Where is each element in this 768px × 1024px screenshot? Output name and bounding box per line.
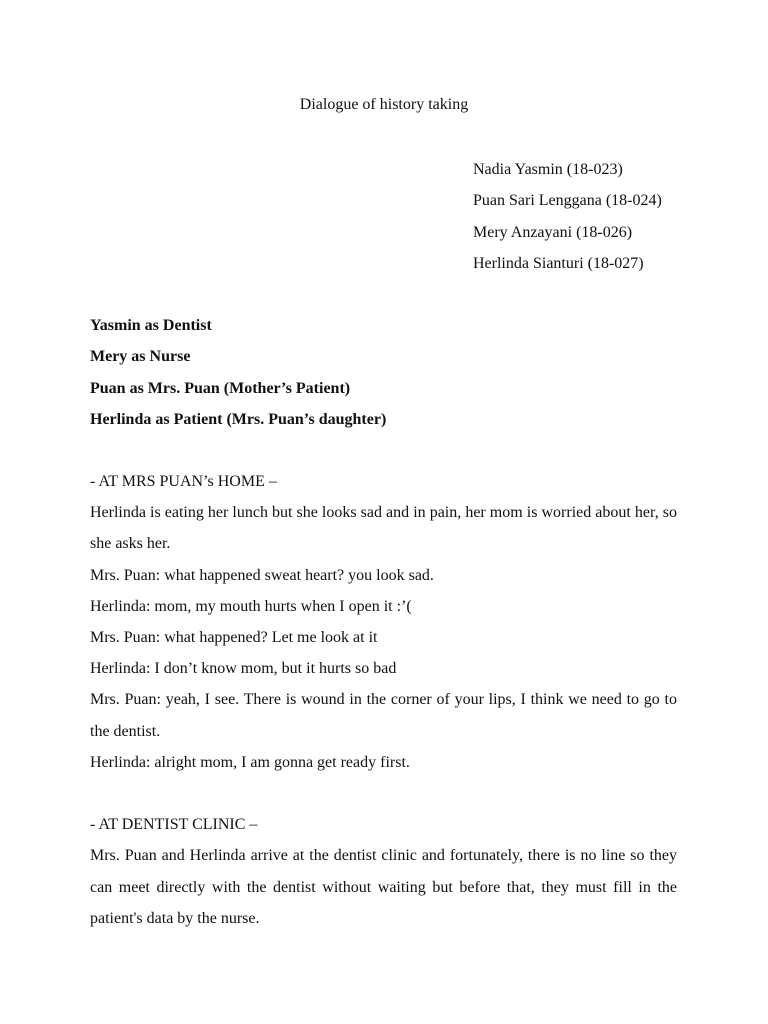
dialogue-line: Herlinda: I don’t know mom, but it hurts so bad [90,660,397,678]
author-3: Mery Anzayani (18-026) [473,223,633,241]
role-list [90,310,690,435]
dialogue-line: Herlinda: mom, my mouth hurts when I open it :’( [90,597,412,615]
role-mother: Puan as Mrs. Puan (Mother’s Patient) [90,379,351,397]
role-patient: Herlinda as Patient (Mrs. Puan’s daughter) [90,410,387,428]
document-title: Dialogue of history taking [299,96,469,113]
scene-heading-clinic: - AT DENTIST CLINIC – [90,816,258,834]
scene-narration-home: Herlinda is eating her lunch but she looks sad and in pain, her mom is worried about her, so she asks her. [90,504,677,553]
scene-heading-home: - AT MRS PUAN’s HOME – [90,473,277,490]
role-nurse: Mery as Nurse [90,348,191,366]
author-1: Nadia Yasmin (18-023) [473,161,623,178]
dialogue-line: Mrs. Puan: what happened sweat heart? you look sad. [90,566,434,584]
role-dentist: Yasmin as Dentist [90,317,212,334]
dialogue-line: Herlinda: alright mom, I am gonna get ready first. [90,753,410,771]
author-4: Herlinda Sianturi (18-027) [473,254,644,272]
scene-narration-clinic: Mrs. Puan and Herlinda arrive at the dentist clinic and fortunately, there is no line so they can meet directly with the dentist without waiting but before that, they must fill in the patient's data by the nurse. [90,847,677,927]
author-list [473,154,678,279]
author-2: Puan Sari Lenggana (18-024) [473,192,662,210]
dialogue-line: Mrs. Puan: yeah, I see. There is wound in the corner of your lips, I think we need to go to the dentist. [90,691,677,740]
dialogue-body [90,466,677,934]
paragraph-spacer [90,778,677,809]
dialogue-line: Mrs. Puan: what happened? Let me look at it [90,629,378,647]
